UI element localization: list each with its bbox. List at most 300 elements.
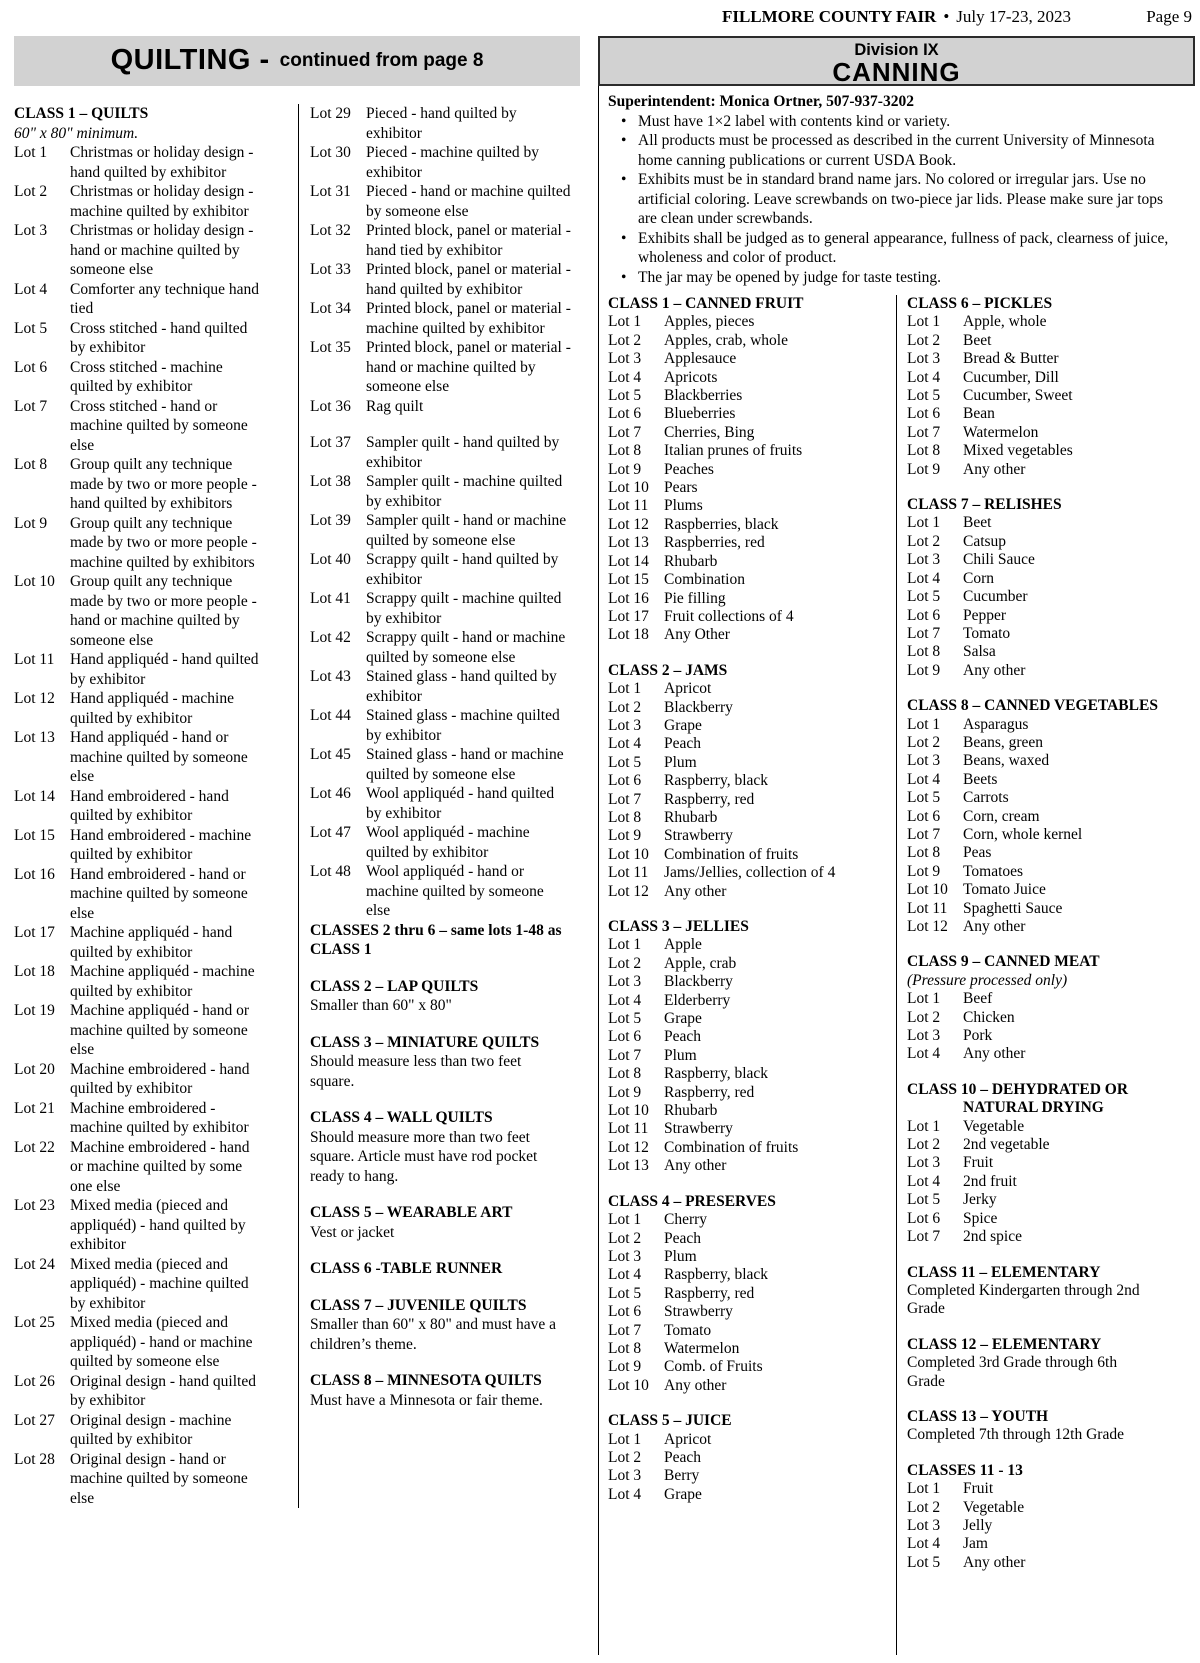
quilting-columns	[14, 104, 598, 1508]
lot-number: Lot 10	[608, 479, 649, 497]
lot-number: Lot 31	[310, 183, 351, 200]
lot-description: Jerky	[963, 1191, 997, 1209]
lot-number: Lot 5	[608, 1284, 642, 1302]
lot-number: Lot 11	[608, 864, 649, 882]
lot-row	[907, 514, 1195, 532]
lot-number: Lot 8	[608, 1065, 642, 1083]
lot-description: Group quilt any technique made by two or more people - hand quilted by exhibitors	[70, 456, 257, 512]
lot-description: Any other	[664, 1157, 727, 1175]
quilting-column-2	[299, 104, 598, 1508]
lot-number: Lot 1	[608, 313, 642, 331]
lot-description: Combination	[664, 571, 745, 589]
lot-row	[310, 511, 598, 550]
lot-number: Lot 5	[907, 588, 941, 606]
lot-number: Lot 27	[14, 1411, 55, 1429]
class-block	[310, 1296, 598, 1355]
lot-description: Jam	[963, 1535, 988, 1553]
class-note: (Pressure processed only)	[907, 971, 1068, 989]
lot-row	[907, 570, 1195, 588]
lot-description: Tomatoes	[963, 862, 1024, 880]
lot-description: Bean	[963, 405, 995, 423]
lot-description: Blueberries	[664, 405, 736, 423]
lot-number: Lot 8	[14, 456, 48, 473]
class-heading: CLASS 4 – PRESERVES	[608, 1192, 776, 1210]
lot-number: Lot 8	[907, 844, 941, 862]
lot-number: Lot 11	[907, 899, 948, 917]
lot-row	[907, 1027, 1195, 1045]
lot-row	[310, 433, 598, 472]
lot-description: Blackberry	[664, 698, 733, 716]
lot-description: Beet	[963, 514, 992, 532]
lot-description: Strawberry	[664, 1303, 733, 1321]
lot-row	[14, 514, 298, 573]
lot-row	[608, 571, 896, 589]
lot-description: Elderberry	[664, 991, 731, 1009]
lot-number: Lot 20	[14, 1060, 55, 1078]
lot-description: Apple	[664, 936, 702, 954]
lot-row	[608, 1377, 896, 1395]
lot-description: Any other	[963, 1045, 1026, 1063]
rule-item: • Must have 1×2 label with contents kind or variety.	[608, 112, 1183, 132]
class-note: Completed Kindergarten through 2nd Grade	[907, 1281, 1140, 1318]
lot-row	[310, 706, 598, 745]
lot-description: Apricots	[664, 368, 718, 386]
lot-description: Machine embroidered - hand or machine quilted by some one else	[70, 1138, 250, 1195]
lot-description: Plums	[664, 497, 703, 515]
lot-number: Lot 4	[907, 1045, 941, 1063]
lot-row	[14, 455, 298, 514]
lot-row	[907, 1009, 1195, 1027]
lot-description: 2nd vegetable	[963, 1136, 1050, 1154]
lot-number: Lot 29	[310, 105, 351, 122]
lot-description: Pork	[963, 1027, 993, 1045]
lot-number: Lot 7	[608, 1321, 642, 1339]
lot-row	[14, 1001, 298, 1060]
lot-row	[608, 1047, 896, 1065]
class-block	[907, 1264, 1195, 1319]
lot-row	[608, 754, 896, 772]
class-note: Completed 7th through 12th Grade	[907, 1426, 1124, 1444]
lot-row	[608, 1486, 896, 1504]
class-heading-line2: NATURAL DRYING	[963, 1099, 1104, 1117]
class-note: Should measure less than two feet square.	[310, 1053, 522, 1090]
lot-row	[907, 1118, 1195, 1136]
lot-row	[14, 1255, 298, 1314]
lot-row	[608, 936, 896, 954]
canning-division: Division IX	[854, 41, 939, 59]
lot-description: Any Other	[664, 626, 730, 644]
lot-row	[907, 607, 1195, 625]
lot-row	[907, 1535, 1195, 1553]
lot-row	[310, 182, 598, 221]
class-heading: CLASS 7 – JUVENILE QUILTS	[310, 1296, 527, 1314]
lot-row	[608, 1431, 896, 1449]
lot-number: Lot 18	[14, 963, 55, 980]
lot-row	[14, 1060, 298, 1099]
lot-row	[608, 350, 896, 368]
lot-description: Jams/Jellies, collection of 4	[664, 864, 836, 882]
lot-number: Lot 5	[907, 789, 941, 807]
lot-description: Corn, whole kernel	[963, 825, 1083, 843]
lot-row	[14, 182, 298, 221]
lot-number: Lot 8	[907, 442, 941, 460]
lot-description: Apples, pieces	[664, 313, 755, 331]
lot-number: Lot 6	[907, 405, 941, 423]
lot-description: Rhubarb	[664, 552, 718, 570]
lot-description: Plum	[664, 1247, 697, 1265]
class-heading: CLASSES 11 - 13	[907, 1461, 1023, 1479]
lot-number: Lot 9	[608, 1358, 642, 1376]
lot-description: 2nd fruit	[963, 1172, 1017, 1190]
lot-row	[310, 260, 598, 299]
lot-description: Cucumber	[963, 588, 1028, 606]
lot-description: Chili Sauce	[963, 551, 1035, 569]
lot-row	[14, 1138, 298, 1197]
lot-number: Lot 3	[907, 350, 941, 368]
lot-number: Lot 3	[608, 716, 642, 734]
rule-item: • Exhibits must be in standard brand name jars. No colored or irregular jars. Use no artificial coloring. Leave screwbands on two-piece jar lids. Please make sure jar tops are clean under screwbands.	[608, 170, 1183, 229]
lot-row	[608, 1322, 896, 1340]
lot-row	[907, 808, 1195, 826]
lot-row	[14, 221, 298, 280]
lot-number: Lot 8	[608, 442, 642, 460]
lot-description: Peach	[664, 1448, 702, 1466]
class-heading: CLASSES 2 thru 6 – same lots 1-48 as CLASS 1	[310, 921, 562, 958]
quilting-banner-title: QUILTING -	[110, 44, 270, 77]
lot-description: Peach	[664, 1229, 702, 1247]
lot-row	[608, 1285, 896, 1303]
class-heading: CLASS 3 – MINIATURE QUILTS	[310, 1033, 540, 1051]
canning-rules	[608, 112, 1195, 288]
lot-number: Lot 8	[608, 1339, 642, 1357]
lot-number: Lot 4	[608, 368, 642, 386]
lot-row	[310, 667, 598, 706]
lot-description: Rag quilt	[366, 397, 424, 415]
lot-row	[310, 823, 598, 862]
class-heading: CLASS 4 – WALL QUILTS	[310, 1109, 493, 1126]
lot-description: Hand appliquéd - machine quilted by exhibitor	[70, 690, 234, 727]
lot-row	[608, 442, 896, 460]
lot-row	[608, 553, 896, 571]
lot-row	[608, 1467, 896, 1485]
lot-number: Lot 21	[14, 1099, 55, 1117]
lot-number: Lot 5	[608, 387, 642, 405]
lot-number: Lot 34	[310, 300, 351, 317]
lot-row	[608, 1065, 896, 1083]
canning-banner	[598, 36, 1195, 86]
class-block	[310, 977, 598, 1016]
class-heading: CLASS 12 – ELEMENTARY	[907, 1335, 1102, 1353]
lot-number: Lot 12	[608, 1138, 649, 1156]
lot-row	[907, 387, 1195, 405]
lot-number: Lot 9	[907, 460, 941, 478]
lot-number: Lot 6	[608, 1028, 642, 1046]
lot-row	[608, 1010, 896, 1028]
lot-number: Lot 1	[907, 313, 941, 331]
lot-row	[14, 650, 298, 689]
class-block	[310, 1259, 598, 1279]
lot-description: Any other	[963, 918, 1026, 935]
class-note: 60" x 80" minimum.	[14, 124, 139, 142]
lot-description: Pears	[664, 479, 698, 497]
lot-description: Raspberry, red	[664, 1284, 755, 1302]
lot-row	[608, 1340, 896, 1358]
lot-description: Vegetable	[963, 1117, 1025, 1135]
lot-number: Lot 2	[608, 1229, 642, 1247]
lot-description: Raspberry, black	[664, 772, 769, 790]
lot-row	[907, 313, 1195, 331]
page-number: Page 9	[1146, 7, 1192, 26]
lot-description: Hand embroidered - hand or machine quilted by someone else	[70, 865, 248, 922]
canning-columns	[608, 295, 1195, 1655]
lot-description: Apple, crab	[664, 954, 737, 972]
class-heading: CLASS 13 – YOUTH	[907, 1407, 1049, 1425]
lot-number: Lot 19	[14, 1002, 55, 1019]
lot-row	[14, 319, 298, 358]
lot-row	[608, 1449, 896, 1467]
lot-number: Lot 18	[608, 626, 649, 644]
lot-number: Lot 1	[14, 144, 48, 161]
lot-number: Lot 11	[608, 497, 649, 515]
lot-description: Pieced - hand quilted by exhibitor	[366, 105, 517, 142]
lot-description: Mixed media (pieced and appliquéd) - machine quilted by exhibitor	[70, 1255, 249, 1312]
lot-number: Lot 23	[14, 1197, 55, 1214]
lot-number: Lot 1	[907, 990, 941, 1008]
lot-number: Lot 3	[608, 1467, 642, 1485]
class-block	[907, 1336, 1195, 1391]
lot-description: Apricot	[664, 680, 712, 698]
lot-description: Pepper	[963, 606, 1007, 624]
lot-number: Lot 3	[907, 551, 941, 569]
lot-row	[907, 551, 1195, 569]
canning-section	[598, 36, 1195, 1655]
lot-number: Lot 24	[14, 1255, 55, 1273]
lot-number: Lot 1	[608, 1430, 642, 1448]
lot-number: Lot 1	[608, 680, 642, 698]
lot-row	[907, 588, 1195, 606]
lot-number: Lot 1	[907, 514, 941, 532]
class-block	[907, 1408, 1195, 1445]
lot-description: Blackberries	[664, 387, 743, 405]
bullet-separator: •	[943, 7, 950, 26]
lot-number: Lot 2	[907, 733, 941, 751]
lot-row	[608, 1028, 896, 1046]
lot-row	[310, 784, 598, 823]
lot-description: Printed block, panel or material - hand tied by exhibitor	[366, 222, 571, 259]
superintendent-line: Superintendent: Monica Ortner, 507-937-3202	[608, 93, 914, 110]
lot-description: Carrots	[963, 789, 1009, 807]
lot-row	[608, 516, 896, 534]
quilting-section	[14, 36, 598, 1655]
lot-description: Applesauce	[664, 350, 737, 368]
lot-number: Lot 11	[608, 1120, 649, 1138]
canning-title: CANNING	[832, 57, 961, 87]
lot-row	[907, 533, 1195, 551]
lot-description: Sampler quilt - hand quilted by exhibitor	[366, 434, 560, 471]
lot-description: Catsup	[963, 532, 1007, 550]
lot-row	[907, 826, 1195, 844]
quilting-column-1	[14, 104, 298, 1508]
class-block	[310, 104, 598, 416]
lot-row	[14, 923, 298, 962]
lot-number: Lot 4	[608, 735, 642, 753]
lot-row	[608, 590, 896, 608]
lot-row	[310, 143, 598, 182]
lot-row	[14, 1411, 298, 1450]
lot-number: Lot 3	[608, 1247, 642, 1265]
lot-description: 2nd spice	[963, 1228, 1022, 1246]
lot-number: Lot 12	[608, 515, 649, 533]
lot-row	[907, 424, 1195, 442]
lot-number: Lot 6	[608, 405, 642, 423]
lot-description: Grape	[664, 716, 702, 734]
lot-number: Lot 38	[310, 473, 351, 490]
lot-number: Lot 16	[14, 865, 55, 883]
lot-number: Lot 3	[907, 1027, 941, 1045]
lot-row	[14, 280, 298, 319]
lot-number: Lot 14	[14, 787, 55, 805]
lot-description: Sampler quilt - hand or machine quilted by someone else	[366, 512, 567, 549]
canning-column-1	[608, 295, 896, 1655]
lot-description: Spaghetti Sauce	[963, 899, 1063, 917]
lot-row	[907, 1154, 1195, 1172]
lot-row	[608, 1266, 896, 1284]
lot-description: Corn, cream	[963, 807, 1040, 825]
lot-description: Combination of fruits	[664, 845, 799, 863]
lot-description: Tomato	[963, 624, 1011, 642]
lot-row	[310, 745, 598, 784]
lot-row	[608, 1120, 896, 1138]
lot-row	[14, 826, 298, 865]
lot-number: Lot 40	[310, 551, 351, 568]
lot-description: Any other	[963, 460, 1026, 478]
lot-number: Lot 7	[608, 1046, 642, 1064]
lot-number: Lot 32	[310, 222, 351, 239]
lot-row	[310, 862, 598, 921]
lot-row	[608, 332, 896, 350]
lot-number: Lot 12	[907, 918, 948, 935]
class-heading: CLASS 3 – JELLIES	[608, 918, 749, 935]
lot-number: Lot 3	[14, 222, 48, 239]
lot-number: Lot 3	[907, 1154, 941, 1172]
lot-row	[907, 900, 1195, 918]
lot-description: Corn	[963, 569, 994, 587]
lot-description: Peaches	[664, 460, 714, 478]
lot-description: Machine appliquéd - machine quilted by exhibitor	[70, 963, 255, 1000]
lot-description: Machine appliquéd - hand or machine quilted by someone else	[70, 1002, 250, 1058]
lot-description: Original design - hand or machine quilted by someone else	[70, 1450, 248, 1507]
lot-description: Comforter any technique hand tied	[70, 280, 259, 317]
lot-number: Lot 26	[14, 1372, 55, 1390]
lot-row	[608, 1358, 896, 1376]
canning-column-2	[897, 295, 1195, 1655]
class-heading: CLASS 6 – PICKLES	[907, 295, 1053, 312]
class-heading: CLASS 7 – RELISHES	[907, 496, 1062, 514]
lot-row	[907, 1210, 1195, 1228]
lot-description: Fruit	[963, 1154, 994, 1172]
lot-description: Asparagus	[963, 715, 1029, 733]
lot-number: Lot 15	[14, 826, 55, 844]
lot-row	[608, 992, 896, 1010]
lot-row	[608, 1248, 896, 1266]
lot-description: Mixed vegetables	[963, 442, 1073, 460]
lot-number: Lot 4	[608, 1266, 642, 1284]
class-block	[608, 918, 896, 1176]
lot-number: Lot 2	[907, 1136, 941, 1154]
rule-item: • Exhibits shall be judged as to general appearance, fullness of pack, clearness of juice, wholeness and color of product.	[608, 229, 1183, 268]
lot-description: Italian prunes of fruits	[664, 442, 803, 460]
lot-description: Beans, waxed	[963, 752, 1050, 770]
lot-row	[14, 728, 298, 787]
lot-description: Peas	[963, 844, 992, 862]
lot-description: Bread & Butter	[963, 350, 1059, 368]
lot-description: Comb. of Fruits	[664, 1358, 763, 1376]
class-note: Vest or jacket	[310, 1223, 395, 1241]
lot-description: Pie filling	[664, 589, 726, 607]
canning-body	[598, 86, 1195, 1655]
lot-row	[608, 680, 896, 698]
class-heading: CLASS 8 – MINNESOTA QUILTS	[310, 1372, 542, 1389]
lot-description: Raspberry, black	[664, 1065, 769, 1083]
lot-number: Lot 10	[14, 573, 55, 590]
lot-number: Lot 5	[608, 753, 642, 771]
page-header	[0, 0, 1200, 30]
lot-number: Lot 4	[907, 1172, 941, 1190]
lot-description: Raspberries, red	[664, 534, 765, 552]
lot-row	[14, 865, 298, 924]
lot-description: Blackberry	[664, 973, 733, 991]
class-heading: CLASS 1 – CANNED FRUIT	[608, 295, 804, 312]
lot-description: Jelly	[963, 1516, 993, 1534]
lot-description: Cross stitched - hand quilted by exhibitor	[70, 319, 248, 356]
lot-row	[310, 628, 598, 667]
lot-row	[608, 626, 896, 644]
lot-row	[608, 791, 896, 809]
class-block	[608, 662, 896, 901]
lot-number: Lot 3	[907, 1516, 941, 1534]
lot-row	[907, 643, 1195, 661]
lot-number: Lot 4	[907, 569, 941, 587]
lot-description: Cross stitched - hand or machine quilted by someone else	[70, 397, 248, 454]
lot-number: Lot 5	[907, 1553, 941, 1571]
lot-number: Lot 1	[608, 936, 642, 954]
lot-number: Lot 7	[907, 624, 941, 642]
lot-row	[907, 918, 1195, 936]
lot-description: Plum	[664, 753, 697, 771]
class-block	[14, 104, 298, 1508]
rule-item: • The jar may be opened by judge for taste testing.	[608, 268, 1183, 288]
class-block	[310, 433, 598, 921]
lot-row	[310, 472, 598, 511]
lot-number: Lot 4	[907, 1535, 941, 1553]
lot-number: Lot 7	[608, 790, 642, 808]
lot-description: Tomato	[664, 1321, 712, 1339]
lot-row	[608, 1102, 896, 1120]
lot-number: Lot 25	[14, 1314, 55, 1331]
lot-description: Christmas or holiday design - hand or machine quilted by someone else	[70, 222, 254, 278]
lot-number: Lot 1	[907, 715, 941, 733]
lot-number: Lot 1	[907, 1117, 941, 1135]
lot-number: Lot 36	[310, 397, 351, 415]
lot-number: Lot 41	[310, 590, 351, 607]
lot-number: Lot 3	[907, 752, 941, 770]
lot-row	[907, 1173, 1195, 1191]
class-block	[907, 496, 1195, 680]
lot-description: Original design - machine quilted by exhibitor	[70, 1411, 232, 1448]
lot-row	[608, 717, 896, 735]
quilting-banner-subtitle: continued from page 8	[279, 50, 484, 72]
lot-row	[907, 662, 1195, 680]
